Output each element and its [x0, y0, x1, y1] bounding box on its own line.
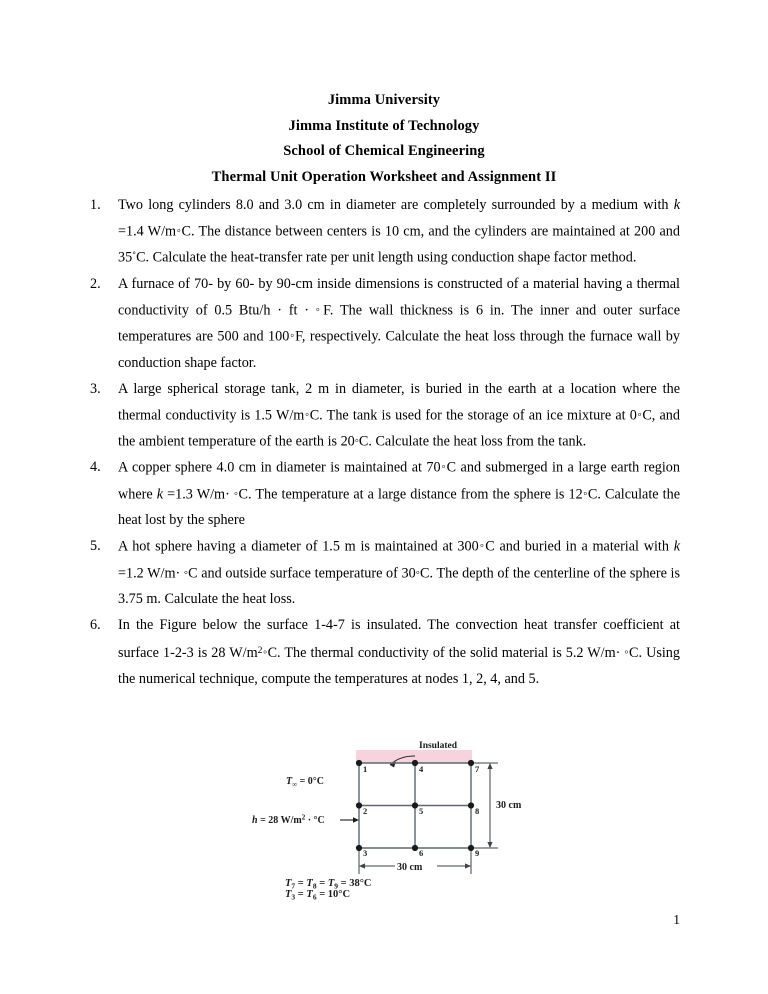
degree-icon: ◦ [176, 224, 182, 237]
node-label-4: 4 [419, 764, 424, 774]
t-infinity-label: $T_\infty = 0^\circ C$ [286, 776, 325, 789]
node-label-2: 2 [363, 806, 368, 816]
q6-part3: C. Using the numerical technique, compute the temperatures at nodes 1, 2, 4, and 5. [118, 644, 680, 687]
worksheet-title: Thermal Unit Operation Worksheet and Assignment II [211, 168, 557, 185]
node-label-1: 1 [363, 764, 368, 774]
q4-part4: C. The temperature at a large distance from the sphere is 12 [238, 486, 583, 503]
q5-part3: =1.2 W/m· [118, 564, 184, 581]
degree-icon: ◦ [636, 407, 643, 421]
q5-k-symbol: k [673, 538, 681, 555]
q2-part2: F. The wall thickness is 6 in. The inner and outer surface temperatures are 500 and 100 [118, 302, 680, 345]
degree-icon: ◦ [304, 407, 310, 421]
node-grid-figure [252, 734, 538, 900]
school-name: School of Chemical Engineering [283, 143, 485, 159]
question-text [118, 454, 680, 533]
list-item [88, 376, 680, 455]
q6-superscript-two: 2 [257, 644, 263, 656]
institute-name: Jimma Institute of Technology [288, 117, 480, 134]
list-item [88, 192, 680, 271]
degree-icon: ◦ [315, 302, 324, 316]
q4-part3: =1.3 W/m· [163, 486, 234, 503]
height-arrow-bottom [487, 842, 492, 848]
question-number: 3. [90, 380, 101, 397]
q3-part2: C. The tank is used for the storage of an ice mixture at 0 [309, 406, 637, 423]
width-arrow-right [465, 863, 471, 868]
q4-part1: A copper sphere 4.0 cm in diameter is maintained at 70 [118, 459, 441, 476]
convection-arrow-head [353, 817, 359, 822]
q3-part4: C. Calculate the heat loss from the tank. [358, 433, 587, 450]
degree-icon: ˚ [132, 250, 137, 264]
question-list [88, 192, 680, 692]
q5-part2: C and buried in a material with [485, 538, 674, 555]
q1-part4: C. Calculate the heat-transfer rate per unit length using conduction shape factor method. [136, 249, 637, 266]
q2-part3: F, respectively. Calculate the heat loss through the furnace wall by conduction shape factor. [118, 328, 680, 371]
node-label-8: 8 [475, 806, 480, 816]
node-label-3: 3 [363, 848, 368, 858]
q4-part5: C. Calculate the heat lost by the sphere [118, 486, 680, 529]
q5-part1: A hot sphere having a diameter of 1.5 m is maintained at 300 [118, 538, 479, 555]
node-label-9: 9 [475, 848, 480, 858]
question-text [118, 192, 680, 271]
question-number: 1. [90, 197, 101, 213]
degree-icon: ◦ [582, 486, 588, 500]
q3-part1: A large spherical storage tank, 2 m in diameter, is buried in the earth at a location where the thermal conductivity is 1.5 W/m [118, 380, 680, 423]
list-item [88, 271, 680, 376]
boundary-condition-1: $T_7 = T_8 = T_9 = 38^\circ C$ [285, 878, 372, 891]
width-dimension-label: 30 cm [397, 862, 423, 873]
height-dimension-label: 30 cm [496, 800, 522, 811]
degree-icon: ◦ [289, 329, 296, 343]
question-text [118, 271, 680, 376]
degree-icon: ◦ [233, 486, 239, 500]
node-number-labels [363, 764, 480, 858]
page-number: 1 [673, 912, 680, 927]
question-number: 5. [90, 538, 101, 555]
question-number: 6. [90, 616, 101, 633]
node-label-7: 7 [475, 764, 480, 774]
q3-part3: C, and the ambient temperature of the earth is 20 [118, 406, 680, 450]
question-number: 2. [90, 275, 101, 292]
insulated-label: Insulated [419, 741, 458, 751]
q6-part1: In the Figure below the surface 1-4-7 is insulated. The convection heat transfer coefficient at surface 1-2-3 is 28 W/m [118, 616, 680, 661]
q1-k-symbol: k [673, 197, 680, 213]
degree-icon: ◦ [262, 645, 268, 659]
boundary-condition-2: $T_3 = T_6 = 10^\circ C$ [285, 889, 351, 900]
degree-icon: ◦ [440, 460, 447, 474]
width-arrow-left [359, 863, 365, 868]
list-item [88, 454, 680, 533]
q6-part2: C. The thermal conductivity of the solid material is 5.2 W/m· [267, 644, 625, 661]
university-name: Jimma University [327, 92, 441, 108]
question-text [118, 376, 680, 455]
document-header [88, 88, 680, 190]
question-text [118, 612, 680, 692]
height-arrow-top [487, 763, 492, 769]
degree-icon: ◦ [354, 433, 359, 447]
node-label-5: 5 [419, 806, 424, 816]
q2-part1: A furnace of 70- by 60- by 90-cm inside dimensions is constructed of a material having a thermal conductivity of 0.5 Btu/h · ft · [118, 275, 680, 319]
q1-part2: =1.4 W/m [118, 223, 177, 240]
q1-part1: Two long cylinders 8.0 and 3.0 cm in diameter are completely surrounded by a medium with [118, 197, 674, 213]
degree-icon: ◦ [415, 565, 421, 579]
list-item [88, 533, 680, 612]
q5-part5: C. The depth of the centerline of the sphere is 3.75 m. Calculate the heat loss. [118, 564, 680, 607]
node-label-6: 6 [419, 848, 424, 858]
question-text [118, 533, 680, 612]
degree-icon: ◦ [624, 645, 630, 659]
degree-icon: ◦ [183, 565, 189, 579]
list-item [88, 612, 680, 692]
question-number: 4. [90, 459, 101, 476]
degree-icon: ◦ [478, 539, 486, 553]
q4-part2: C and submerged in a large earth region where [118, 459, 680, 503]
q5-part4: C and outside surface temperature of 30 [188, 564, 416, 581]
q1-part3: C. The distance between centers is 10 cm, and the cylinders are maintained at 200 and 35 [118, 223, 680, 266]
convection-coefficient-label: h = 28 $W/m^2 \cdot ^\circ C$ [252, 813, 325, 826]
q4-k-symbol: k [156, 486, 164, 503]
